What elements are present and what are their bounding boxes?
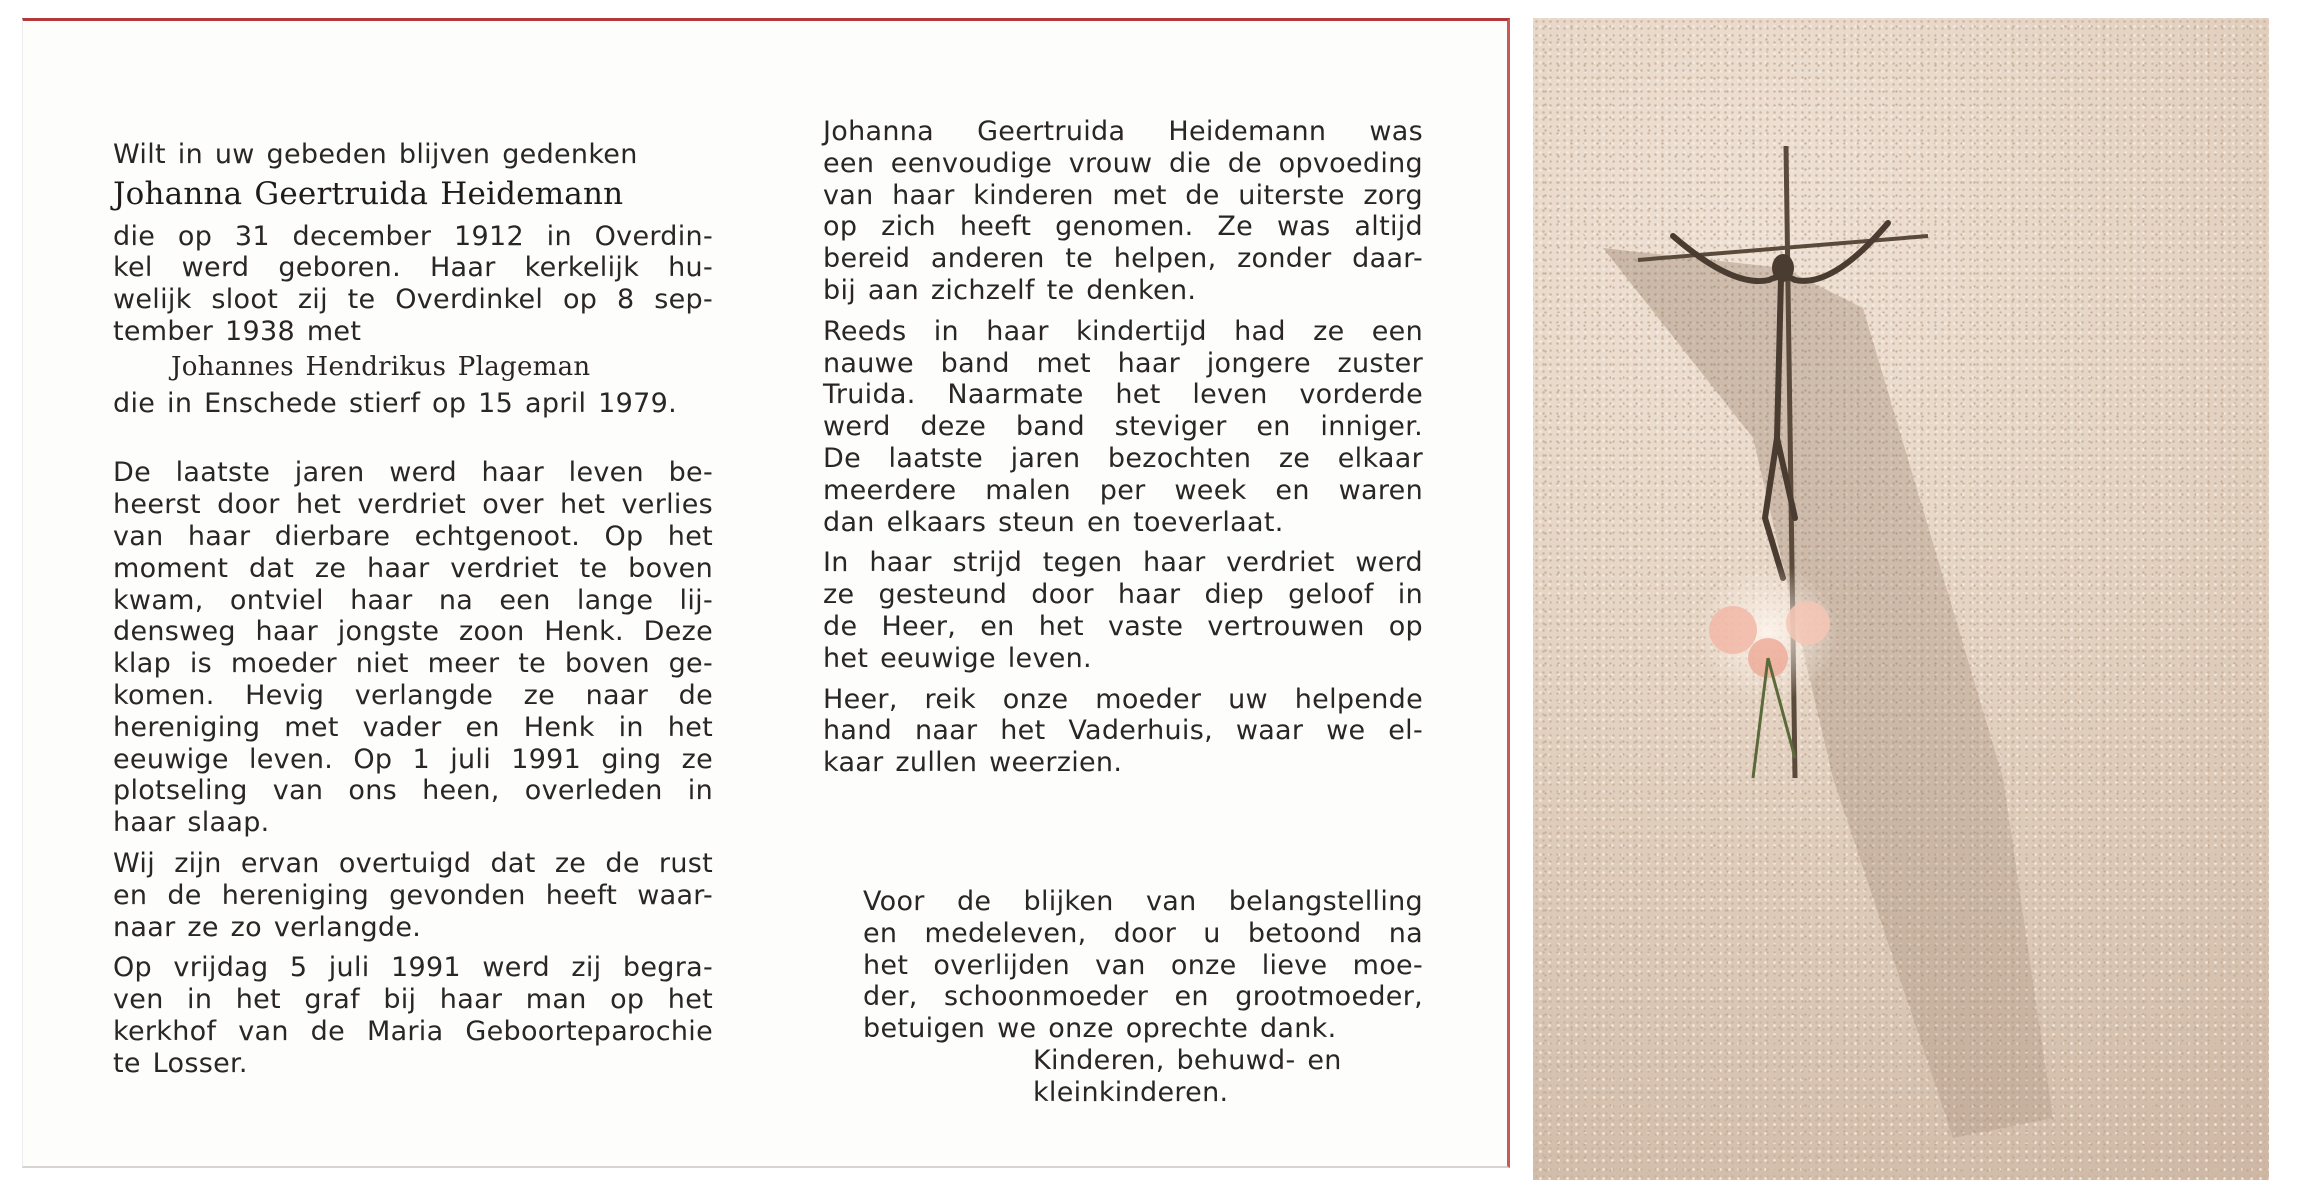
- text-line: densweg haar jongste zoon Henk. Deze: [113, 616, 713, 648]
- text-line: en medeleven, door u betoond na: [863, 917, 1423, 949]
- text-line: kwam, ontviel haar na een lange lij-: [113, 584, 713, 616]
- signature-line: kleinkinderen.: [1033, 1076, 1229, 1108]
- text-line: bij aan zichzelf te denken.: [823, 274, 1197, 306]
- text-line: naar ze zo verlangde.: [113, 911, 422, 943]
- text-line: van haar kinderen met de uiterste zorg: [823, 179, 1423, 211]
- text-line: De laatste jaren bezochten ze elkaar: [823, 442, 1423, 474]
- text-line: op zich heeft genomen. Ze was altijd: [823, 211, 1423, 243]
- text-line: een eenvoudige vrouw die de opvoeding: [823, 147, 1423, 179]
- spouse-name: Johannes Hendrikus Plageman: [171, 351, 591, 382]
- text-line: plotseling van ons heen, overleden in: [113, 775, 713, 807]
- prayer-paragraph: [823, 684, 1423, 779]
- text-line: Op vrijdag 5 juli 1991 werd zij begra-: [113, 952, 713, 984]
- text-line: tember 1938 met: [113, 315, 362, 347]
- text-line: komen. Hevig verlangde ze naar de: [113, 679, 713, 711]
- text-line: moment dat ze haar verdriet te boven: [113, 552, 713, 584]
- belief-paragraph: [823, 547, 1423, 674]
- text-line: hand naar het Vaderhuis, waar we el-: [823, 715, 1423, 747]
- crucifix-photo: [1533, 18, 2269, 1180]
- text-line: de Heer, en het vaste vertrouwen op: [823, 610, 1423, 642]
- text-line: meerdere malen per week en waren: [823, 474, 1423, 506]
- text-line: welijk sloot zij te Overdinkel op 8 sep-: [113, 284, 713, 316]
- sister-paragraph: [823, 316, 1423, 539]
- text-line: Johanna Geertruida Heidemann was: [823, 116, 1423, 147]
- birth-paragraph: [113, 221, 713, 348]
- life-paragraph: [113, 457, 713, 839]
- text-line: ze gesteund door haar diep geloof in: [823, 579, 1423, 611]
- deceased-name: Johanna Geertruida Heidemann: [113, 175, 624, 212]
- text-line: bereid anderen te helpen, zonder daar-: [823, 243, 1423, 275]
- text-line: van haar dierbare echtgenoot. Op het: [113, 520, 713, 552]
- text-line: werd deze band steviger en inniger.: [823, 411, 1423, 443]
- text-line: dan elkaars steun en toeverlaat.: [823, 506, 1284, 538]
- text-line: nauwe band met haar jongere zuster: [823, 347, 1423, 379]
- text-line: Wij zijn ervan overtuigd dat ze de rust: [113, 847, 713, 879]
- text-line: die op 31 december 1912 in Overdin-: [113, 220, 713, 252]
- text-line: kaar zullen weerzien.: [823, 747, 1123, 779]
- burial-paragraph: [113, 952, 713, 1079]
- text-line: kerkhof van de Maria Geboorteparochie: [113, 1015, 713, 1047]
- faith-paragraph: [113, 848, 713, 943]
- spouse-death-line: die in Enschede stierf op 15 april 1979.: [113, 387, 677, 419]
- character-paragraph: [823, 116, 1423, 307]
- right-column: [823, 116, 1423, 779]
- thanks-block: [863, 886, 1423, 1109]
- text-line: der, schoonmoeder en grootmoeder,: [863, 981, 1423, 1013]
- text-line: te Losser.: [113, 1047, 248, 1079]
- crucifix-shadow: [1603, 248, 2053, 1138]
- signature-line: Kinderen, behuwd- en: [1033, 1044, 1342, 1076]
- text-line: klap is moeder niet meer te boven ge-: [113, 648, 713, 680]
- text-line: Reeds in haar kindertijd had ze een: [823, 315, 1423, 347]
- text-line: betuigen we onze oprechte dank.: [863, 1013, 1337, 1045]
- text-line: het overlijden van onze lieve moe-: [863, 949, 1423, 981]
- text-line: eeuwige leven. Op 1 juli 1991 ging ze: [113, 743, 713, 775]
- text-line: Voor de blijken van belangstelling: [863, 886, 1423, 917]
- text-line: en de hereniging gevonden heeft waar-: [113, 879, 713, 911]
- text-line: In haar strijd tegen haar verdriet werd: [823, 547, 1423, 579]
- corpus-head: [1772, 254, 1794, 282]
- text-line: Truida. Naarmate het leven vorderde: [823, 379, 1423, 411]
- text-line: heerst door het verdriet over het verlies: [113, 489, 713, 521]
- text-line: De laatste jaren werd haar leven be-: [113, 457, 713, 489]
- text-line: het eeuwige leven.: [823, 642, 1092, 674]
- memorial-card-text: [22, 18, 1510, 1168]
- crucifix-illustration: [1533, 18, 2269, 1180]
- text-line: ven in het graf bij haar man op het: [113, 984, 713, 1016]
- intro-text: Wilt in uw gebeden blijven gedenken: [113, 139, 638, 170]
- text-line: Heer, reik onze moeder uw helpende: [823, 683, 1423, 715]
- text-line: kel werd geboren. Haar kerkelijk hu-: [113, 252, 713, 284]
- text-line: hereniging met vader en Henk in het: [113, 711, 713, 743]
- text-line: haar slaap.: [113, 807, 270, 839]
- left-column: [113, 139, 713, 1080]
